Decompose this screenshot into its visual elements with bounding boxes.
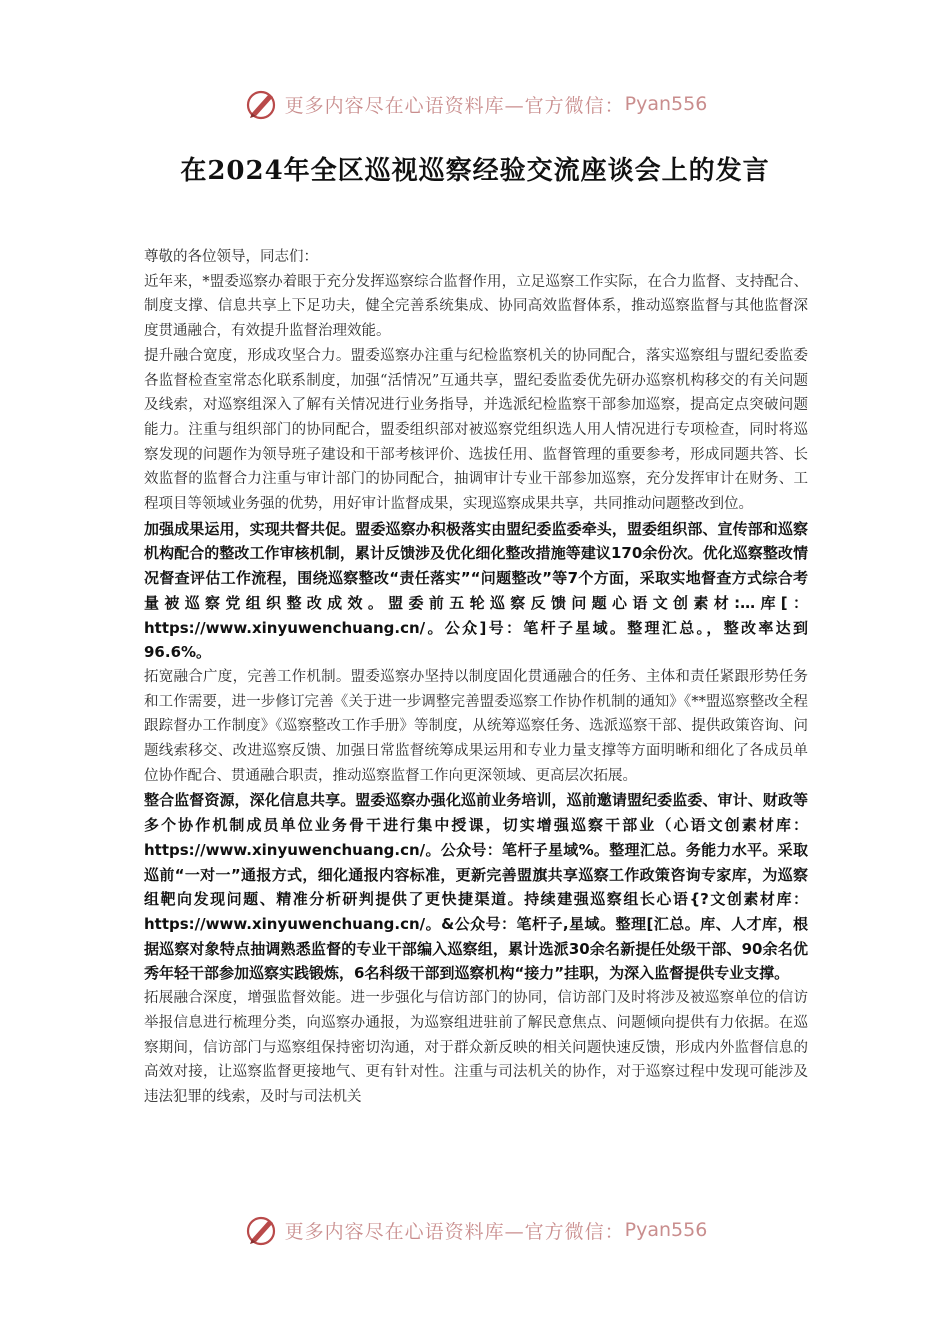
paragraph-5: 拓展融合深度，增强监督效能。进一步强化与信访部门的协同，信访部门及时将涉及被巡察单位的信访举报信息进行梳理分类，向巡察办通报，为巡察组进驻前了解民意焦点、问题倾向提供有力依据。在巡察期间，信访部门与巡察组保持密切沟通，对于群众新反映的相关问题快速反馈，形成内外监督信息的高效对接，让巡察监督更接地气、更有针对性。注重与司法机关的协作，对于巡察过程中发现可能涉及违法犯罪的线索，及时与司法机关 xyxy=(144,990,808,1105)
pen-logo-icon xyxy=(243,86,279,122)
banner-text: 更多内容尽在心语资料库—官方微信： xyxy=(284,94,625,117)
salutation: 尊敬的各位领导，同志们： xyxy=(144,249,318,265)
watermark-banner-top xyxy=(0,84,950,124)
banner-wechat-id: Pyan556 xyxy=(624,1219,708,1241)
document-title: 在2024年全区巡视巡察经验交流座谈会上的发言 xyxy=(180,156,770,186)
banner-wechat-id: Pyan556 xyxy=(624,93,708,115)
paragraph-3: 拓宽融合广度，完善工作机制。盟委巡察办坚持以制度固化贯通融合的任务、主体和责任紧跟形势任务和工作需要，进一步修订完善《关于进一步调整完善盟委巡察工作协作机制的通知》《**盟巡察整改全程跟踪督办工作制度》《巡察整改工作手册》等制度，从统筹巡察任务、选派巡察干部、提供政策咨询、问题线索移交、改进巡察反馈、加强日常监督统筹成果运用和专业力量支撑等方面明晰和细化了各成员单位协作配合、贯通融合职责，推动巡察监督工作向更深领域、更高层次拓展。 xyxy=(144,668,808,784)
paragraph-4: 整合监督资源，深化信息共享。盟委巡察办强化巡前业务培训，巡前邀请盟纪委监委、审计、财政等多个协作机制成员单位业务骨干进行集中授课，切实增强巡察干部业（心语文创素材库：https://www.xinyuwenchuang.cn/。公众号：笔杆子星域%。整理汇总。务能力水平。采取巡前“一对一”通报方式，细化通报内容标准，更新完善盟旗共享巡察工作政策咨询专家库，为巡察组靶向发现问题、精准分析研判提供了更快捷渠道。持续建强巡察组长心语{?文创素材库：https://www.xinyuwenchuang.cn/。&公众号：笔杆子,星域。整理[汇总。库、人才库，根据巡察对象特点抽调熟悉监督的专业干部编入巡察组，累计选派30余名新提任处级干部、90余名优秀年轻干部参加巡察实践锻炼，6名科级干部到巡察机构“接力”挂职，为深入监督提供专业支撑。 xyxy=(144,791,808,983)
paragraph-2: 加强成果运用，实现共督共促。盟委巡察办积极落实由盟纪委监委牵头，盟委组织部、宣传部和巡察机构配合的整改工作审核机制，累计反馈涉及优化细化整改措施等建议170余份次。优化巡察整改情况督查评估工作流程，围绕巡察整改“责任落实”“问题整改”等7个方面，采取实地督查方式综合考量被巡察党组织整改成效。盟委前五轮巡察反馈问题心语文创素材:…库[：https://www.xinyuwenchuang.cn/。公众]号：笔杆子星域。整理汇总。，整改率达到96.6%。 xyxy=(144,519,808,662)
document-body xyxy=(144,245,808,1110)
paragraph-intro: 近年来，*盟委巡察办着眼于充分发挥巡察综合监督作用，立足巡察工作实际，在合力监督、支持配合、制度支撑、信息共享上下足功夫，健全完善系统集成、协同高效监督体系，推动巡察监督与其他监督深度贯通融合，有效提升监督治理效能。 xyxy=(144,273,808,340)
paragraph-1: 提升融合宽度，形成攻坚合力。盟委巡察办注重与纪检监察机关的协同配合，落实巡察组与盟纪委监委各监督检查室常态化联系制度，加强“活情况”互通共享，盟纪委监委优先研办巡察机构移交的有关问题及线索，对巡察组深入了解有关情况进行业务指导，并选派纪检监察干部参加巡察，提高定点突破问题能力。注重与组织部门的协同配合，盟委组织部对被巡察党组织选人用人情况进行专项检查，同时将巡察发现的问题作为领导班子建设和干部考核评价、选拔任用、监督管理的重要参考，形成同题共答、长效监督的监督合力注重与审计部门的协同配合，抽调审计专业干部参加巡察，充分发挥审计在财务、工程项目等领域业务强的优势，用好审计监督成果，实现巡察成果共享，共同推动问题整改到位。 xyxy=(144,347,808,513)
banner-text: 更多内容尽在心语资料库—官方微信： xyxy=(284,1220,625,1243)
watermark-banner-bottom xyxy=(0,1210,950,1250)
pen-logo-icon xyxy=(243,1212,279,1248)
